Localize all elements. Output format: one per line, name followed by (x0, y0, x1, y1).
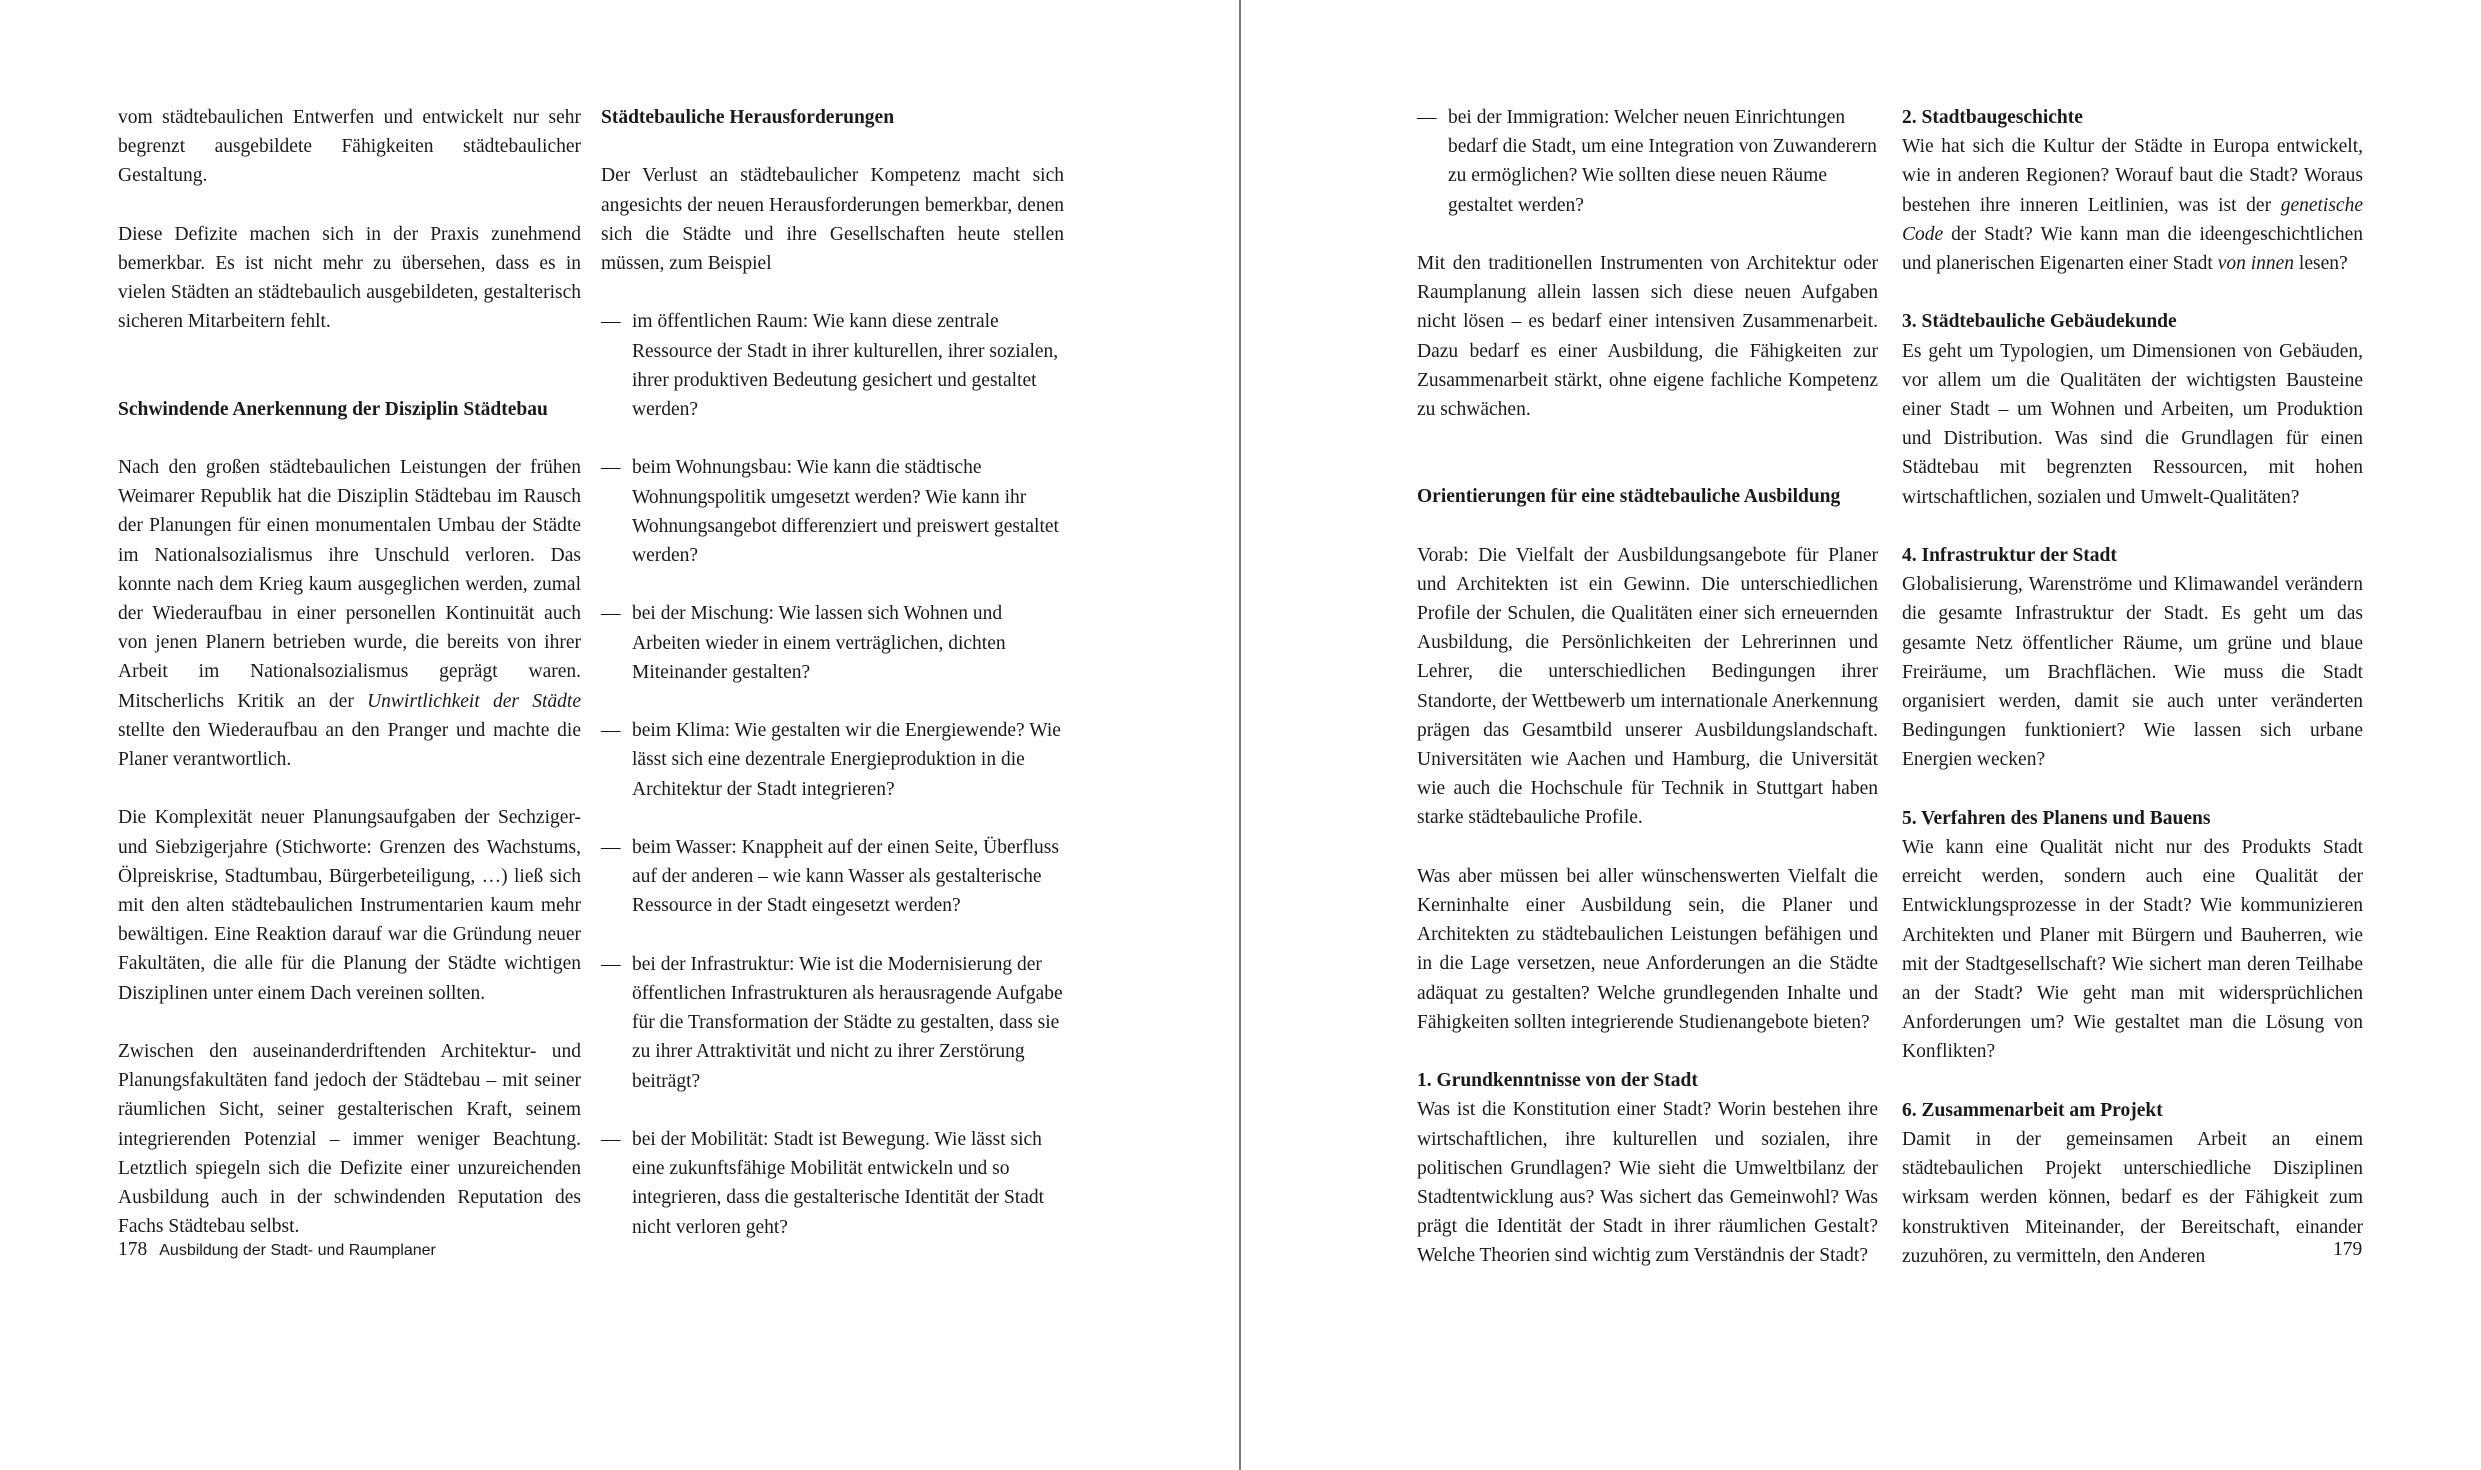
paragraph: Der Verlust an städtebaulicher Kompetenz macht sich angesichts der neuen Herausforderungen bemerkbar, denen sich die Städte und ihre Gesellschaften heute stellen müssen, zum Beispiel (601, 165, 1064, 274)
list-item: — beim Wasser: Knappheit auf der einen Seite, Überfluss auf der anderen – wie kann Wasser als gestalterische Ressource in der Stadt eingesetzt werden? (601, 833, 1064, 921)
list-item: — bei der Mobilität: Stadt ist Bewegung. Wie lässt sich eine zukunftsfähige Mobilität entwickeln und so integrieren, dass die gestalterische Identität der Stadt nicht verloren geht? (601, 1125, 1064, 1242)
paragraph: Zwischen den auseinanderdriftenden Architektur- und Planungsfakultäten fand jedoch der Städtebau – mit seiner räumlichen Sicht, seiner gestalterischen Kraft, seinem integrierenden Potenzial – immer weniger Beachtung. Letztlich spiegeln sich die Defizite einer unzureichenden Ausbildung auch in der schwindenden Reputation des Fachs Städtebau selbst. (118, 1041, 581, 1238)
running-title: Ausbildung der Stadt- und Raumplaner (159, 1242, 436, 1259)
dash-marker: — (601, 311, 621, 333)
numbered-heading: 5. Verfahren des Planens und Bauens (1902, 807, 2211, 829)
numbered-heading: 6. Zusammenarbeit am Projekt (1902, 1099, 2163, 1121)
dash-marker: — (1417, 107, 1437, 128)
paragraph: Es geht um Typologien, um Dimensionen von Gebäuden, vor allem um die Qualitäten der wichtigsten Bausteine einer Stadt – um Wohnen und Arbeiten, um Produktion und Distribution. Was sind die Grundlagen für einen Städtebau mit begrenzten Ressourcen, mit hohen wirtschaftlichen, sozialen und Umwelt-Qualitäten? (1902, 340, 2363, 508)
numbered-section-5 (1902, 804, 2363, 1067)
italic-term: genetische Code (1902, 194, 2363, 245)
numbered-section-1 (1417, 1066, 1878, 1270)
numbered-section-3 (1902, 307, 2363, 511)
left-page-column-1 (118, 103, 581, 1241)
list-item: — bei der Infrastruktur: Wie ist die Modernisierung der öffentlichen Infrastrukturen als herausragende Aufgabe für die Transformation der Städte zu gestalten, dass sie zu ihrer Attraktivität und nicht zu ihrer Zerstörung beiträgt? (601, 950, 1064, 1096)
section-heading: Schwindende Anerkennung der Disziplin Städtebau (118, 398, 548, 420)
paragraph: Nach den großen städtebaulichen Leistungen der frühen Weimarer Republik hat die Disziplin Städtebau im Rausch der Planungen für einen monumentalen Umbau der Städte im Nationalsozialismus ihre Unschuld verloren. Das konnte nach dem Krieg kaum ausgeglichen werden, zumal der Wiederaufbau in einer personellen Kontinuität auch von jenen Planern betrieben wurde, die bereits von ihrer Arbeit im Nationalsozialismus geprägt waren. Mitscherlichs Kritik an der Unwirtlichkeit der Städte stellte den Wiederaufbau an den Pranger und machte die Planer verantwortlich. (118, 457, 582, 771)
dash-marker: — (601, 1128, 621, 1150)
italic-term: von innen (2217, 253, 2295, 275)
dash-marker: — (601, 836, 621, 858)
dash-marker: — (601, 953, 621, 975)
paragraph: Mit den traditionellen Instrumenten von Architektur oder Raumplanung allein lassen sich diese neuen Aufgaben nicht lösen – es bedarf einer intensiven Zusammenarbeit. Dazu bedarf es einer Ausbildung, die Fähigkeiten zur Zusammenarbeit stärkt, ohne eigene fachliche Kompetenz zu schwächen. (1417, 253, 1878, 421)
dash-marker: — (601, 720, 621, 742)
numbered-section-2 (1902, 103, 2363, 278)
numbered-heading: 4. Infrastruktur der Stadt (1902, 545, 2117, 567)
section-heading: Städtebauliche Herausforderungen (601, 107, 895, 128)
paragraph: Wie hat sich die Kultur der Städte in Europa entwickelt, wie in anderen Regionen? Worauf baut die Stadt? Woraus bestehen ihre inneren Leitlinien, was ist der genetische Code der Stadt? Wie kann man die ideengeschichtlichen und planerischen Eigenarten einer Stadt von innen lesen? (1902, 136, 2363, 275)
paragraph: Diese Defizite machen sich in der Praxis zunehmend bemerkbar. Es ist nicht mehr zu übersehen, dass es in vielen Städten an städtebaulich ausgebildeten, gestalterisch sicheren Mitarbeitern fehlt. (118, 223, 581, 333)
numbered-section-6 (1902, 1096, 2363, 1271)
paragraph: Was ist die Konstitution einer Stadt? Worin bestehen ihre wirtschaftlichen, ihre kulturellen und sozialen, ihre politischen Grundlagen? Wie sieht die Umweltbilanz der Stadtentwicklung aus? Was sichert das Gemeinwohl? Was prägt die Identität der Stadt in ihrer räumlichen Gestalt? Welche Theorien sind wichtig zum Verständnis der Stadt? (1417, 1099, 1878, 1267)
italic-book-title: Unwirtlichkeit der Städte (367, 690, 582, 712)
list-item: — bei der Immigration: Welcher neuen Einrichtungen bedarf die Stadt, um eine Integration von Zuwanderern zu ermöglichen? Wie sollten diese neuen Räume gestaltet werden? (1417, 103, 1878, 220)
page-gutter (1239, 0, 1241, 1470)
right-page-column-1 (1417, 103, 1878, 1300)
page-number: 178 (118, 1239, 148, 1260)
right-page-footer (2333, 1236, 2362, 1264)
list-item: — bei der Mischung: Wie lassen sich Wohnen und Arbeiten wieder in einem verträglichen, dichten Miteinander gestalten? (601, 599, 1064, 687)
paragraph: vom städtebaulichen Entwerfen und entwickelt nur sehr begrenzt ausgebildete Fähigkeiten städtebaulicher Gestaltung. (118, 107, 581, 187)
numbered-section-4 (1902, 541, 2363, 775)
list-item: — beim Klima: Wie gestalten wir die Energiewende? Wie lässt sich eine dezentrale Energieproduktion in die Architektur der Stadt integrieren? (601, 716, 1064, 804)
list-item: — beim Wohnungsbau: Wie kann die städtische Wohnungspolitik umgesetzt werden? Wie kann ihr Wohnungsangebot differenziert und preiswert gestaltet werden? (601, 453, 1064, 570)
paragraph: Die Komplexität neuer Planungsaufgaben der Sechziger- und Siebzigerjahre (Stichworte: Grenzen des Wachstums, Ölpreiskrise, Stadtumbau, Bürgerbeteiligung, …) ließ sich mit den alten städtebaulichen Instrumentarien kaum mehr bewältigen. Eine Reaktion darauf war die Gründung neuer Fakultäten, die alle für die Planung der Städte wichtigen Disziplinen unter einem Dach vereinen sollten. (118, 807, 581, 1004)
page-number: 179 (2333, 1239, 2363, 1260)
right-page-column-2 (1902, 103, 2363, 1300)
section-heading: Orientierungen für eine städtebauliche Ausbildung (1417, 486, 1841, 508)
numbered-heading: 1. Grundkenntnisse von der Stadt (1417, 1070, 1698, 1092)
numbered-heading: 3. Städtebauliche Gebäudekunde (1902, 311, 2177, 333)
left-page-footer (118, 1236, 436, 1265)
paragraph: Vorab: Die Vielfalt der Ausbildungsangebote für Planer und Architekten ist ein Gewinn. Die unterschiedlichen Profile der Schulen, die Qualitäten einer sich erneuernden Ausbildung, die Persönlichkeiten der Lehrerinnen und Lehrer, die unterschiedlichen Bedingungen ihrer Standorte, der Wettbewerb um internationale Anerkennung prägen das Gesamtbild unserer Ausbildungslandschaft. Universitäten wie Aachen und Hamburg, die Universität wie auch die Hochschule für Technik in Stuttgart haben starke städtebauliche Profile. (1417, 544, 1878, 829)
numbered-heading: 2. Stadtbaugeschichte (1902, 107, 2083, 128)
left-page-column-2 (601, 103, 1064, 1271)
dash-marker: — (601, 603, 621, 625)
dash-marker: — (601, 457, 621, 479)
paragraph: Damit in der gemeinsamen Arbeit an einem städtebaulichen Projekt unterschiedliche Disziplinen wirksam werden können, bedarf es der Fähigkeit zum konstruktiven Miteinander, der Bereitschaft, einander zuzuhören, zu vermitteln, den Anderen (1902, 1129, 2363, 1267)
list-item: — im öffentlichen Raum: Wie kann diese zentrale Ressource der Stadt in ihrer kulturellen, ihrer sozialen, ihrer produktiven Bedeutung gesichert und gestaltet werden? (601, 307, 1064, 424)
paragraph: Was aber müssen bei aller wünschenswerten Vielfalt die Kerninhalte einer Ausbildung sein, die Planer und Architekten zu städtebaulichen Leistungen befähigen und in die Lage versetzen, neue Anforderungen an die Städte adäquat zu gestalten? Welche grundlegenden Inhalte und Fähigkeiten sollten integrierende Studienangebote bieten? (1417, 865, 1878, 1033)
paragraph: Globalisierung, Warenströme und Klimawandel verändern die gesamte Infrastruktur der Stadt. Es geht um das gesamte Netz öffentlicher Räume, um grüne und blaue Freiräume, um Brachflächen. Wie muss die Stadt organisiert werden, damit sie auch unter veränderten Bedingungen funktioniert? Wie lassen sich urbane Energien wecken? (1902, 574, 2363, 771)
paragraph: Wie kann eine Qualität nicht nur des Produkts Stadt erreicht werden, sondern auch eine Qualität der Entwicklungsprozesse in der Stadt? Wie kommunizieren Architekten und Planer mit Bürgern und Bauherren, wie mit der Stadtgesellschaft? Wie sichert man deren Teilhabe an der Stadt? Wie geht man mit widersprüchlichen Anforderungen um? Wie gestaltet man die Lösung von Konflikten? (1902, 837, 2363, 1063)
